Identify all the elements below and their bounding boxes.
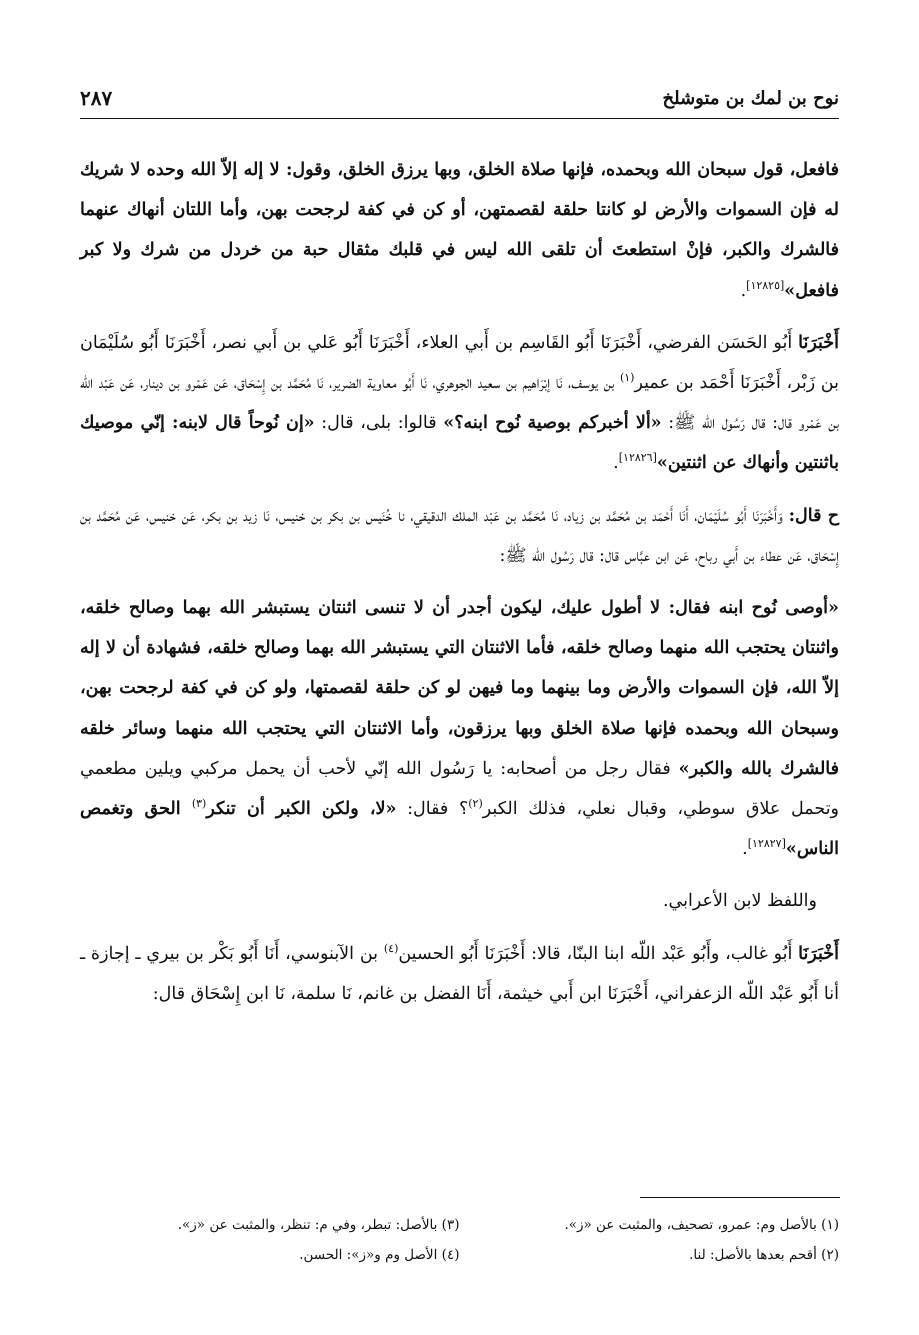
paragraph-gap [80,311,839,323]
reference-marker: [١٢٨٢٧] [747,837,786,851]
text-segment: «أوصى نُوح ابنه فقال: لا أطول عليك، ليكون أجدر أن لا تنسى اثنتان يستبشر الله بهما وصالح خلقه، واثنتان يحتجب الله منهما وصالح خلقه، فأما الاثنتان التي يستبشر الله بهما وصالح خلقه، فشهادة أن لا إله إلاّ الله، فإن السموات والأرض وما بينهما وما فيهن لو كن حلقة لقصمتها، ولو كن في كفة لرجحت بهن، وسبحان الله وبحمده فإنها صلاة الخلق وبها يرزقون، وأما الاثنتان التي يحتجب الله منهما وسائر خلقه فالشرك بالله والكبر» [80,598,839,779]
reference-marker: [١٢٨٢٦] [618,451,657,465]
text-segment: أَبُو الحَسَن الفرضي، أَخْبَرَنَا أَبُو القَاسِم بن أَبي العلاء، أَخْبَرَنَا أَبُو عَلي بن أَبي نصر، أَخْبَرَنَا أَبُو سُلَيْمَان بن زَبْر، أَخْبَرَنَا أَحْمَد بن عمير [80,332,839,394]
text-segment: أَبُو غالب، وأَبُو عَبْد اللّه ابنا البنّا، قالا: أَخْبَرَنَا أَبُو الحسين [398,943,799,964]
paragraph-gap [80,576,839,588]
paragraph [80,150,839,311]
text-segment: «إن نُوحاً قال لابنه: إنّي موصيك باثنتين وأنهاك عن اثنتين» [80,413,839,474]
text-segment: فافعل، قول سبحان الله وبحمده، فإنها صلاة الخلق، وبها يرزق الخلق، وقول: لا إله إلاّ الله وحده لا شريك له فإن السموات والأرض لو كانتا حلقة لقصمتهن، أو كن في كفة لرجحت بهن، وأما اللتان أنهاك عنهما فالشرك والكبر، فإنْ استطعتَ أن تلقى الله ليس في قلبك مثقال حبة من خردل من شرك ولا كبر فافعل» [80,160,839,301]
body-text [80,150,839,1014]
page-number: ٢٨٧ [80,86,113,110]
text-segment: أَخْبَرَنَا [798,943,839,964]
reference-marker: (٢) [468,797,483,811]
text-segment: فقال رجل من أصحابه: يا رَسُول الله إنّي لأحب أن يحمل مركبي ويلين مطعمي وتحمل علاق سوطي، وقبال نعلي، فذلك الكبر [80,758,840,820]
text-segment: ح قال: [788,505,839,526]
text-segment: وَأَخْبَرَنَا أَبُو سُلَيْمَان، أَنَا أَحْمَد بن مُحَمَّد بن زياد، نَا مُحَمَّد بن عَبْد الملك الدقيقي، نا خُنَيس بن بكر بن خنيس، نَا زيد بن بكر، عَن خنيس، عَن مُحَمَّد بن إِسْحَاق، عَن عطاء بن أَبي رباح، عَن ابن عبَّاس قال: قال رَسُول الله ﷺ: [80,505,839,566]
page-header [80,84,839,119]
footnote: (٢) أقحم بعدها بالأصل: لنا. [689,1247,839,1263]
text-segment: ؟ فقال: [396,799,469,820]
footnote: (١) بالأصل وم: عمرو، تصحيف، والمثبت عن «ز». [564,1217,839,1233]
reference-marker: [١٢٨٢٥] [746,278,785,292]
text-segment: واللفظ لابن الأعرابي. [662,891,817,912]
text-segment: . [742,839,748,860]
paragraph [80,496,839,576]
text-segment: «لا، ولكن الكبر أن تنكر [206,799,397,820]
text-segment: الحق وتغمص الناس» [80,799,839,860]
footnote: (٤) الأصل وم و«ز»: الحسن. [299,1247,460,1263]
running-title: نوح بن لمك بن متوشلخ [662,88,839,109]
footnote-divider [640,1197,840,1198]
footnote-row [80,1240,839,1270]
text-segment: أَخْبَرَنَا [798,332,839,353]
text-segment: «ألا أخبركم بوصية نُوح ابنه؟» [443,413,662,434]
paragraph [80,934,839,1014]
paragraph-gap [80,869,839,881]
text-segment: . [740,280,747,301]
text-segment: قالوا: بلى، قال: [314,413,444,434]
text-segment: بن يوسف، نَا إبْرَاهيم بن سعيد الجوهري، نَا أَبُو معاوية الضرير، نَا مُحَمَّد بن إِسْحَاق، عَن عَمْرو بن دينار، عَن عَبْد اللّه بن عَمْرو قال: قال رَسُول الله ﷺ: [80,373,839,434]
reference-marker: (٤) [383,941,399,955]
paragraph-gap [80,484,839,496]
paragraph [80,881,839,921]
paragraph-gap [80,922,839,934]
footnote-row [80,1210,839,1240]
footnote: (٣) بالأصل: تبطر، وفي م: تنظر، والمثبت عن «ز». [177,1217,460,1233]
footnotes [80,1210,839,1270]
text-segment: بن الآبنوسي، أَنَا أَبُو بَكْر بن بيري ـ إجازة ـ أنا أَبُو عَبْد اللّه الزعفراني، أَخْبَرَنَا ابن أَبي خيثمة، أَنَا الفضل بن غانم، نَا سلمة، نَا ابن إِسْحَاق قال: [80,943,839,1004]
paragraph [80,323,839,484]
paragraph [80,588,839,869]
reference-marker: (٣) [191,797,207,811]
reference-marker: (١) [619,371,635,385]
text-segment: . [613,453,619,474]
